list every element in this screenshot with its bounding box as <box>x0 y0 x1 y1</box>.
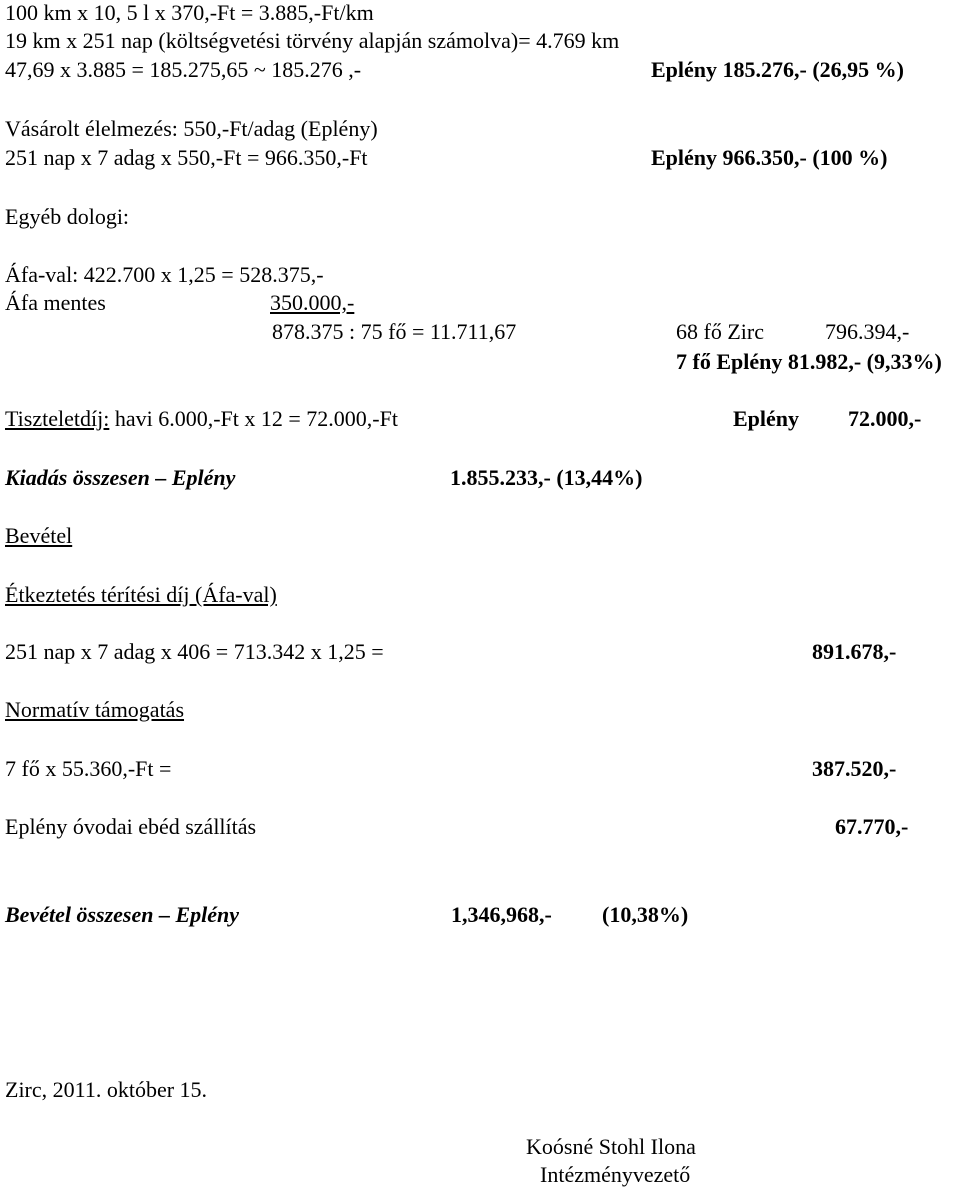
lunch-transport-amount: 67.770,- <box>835 814 909 839</box>
travel-result-text: Eplény 185.276,- (26,95 %) <box>651 57 904 82</box>
travel-line-3: 47,69 x 3.885 = 185.275,65 ~ 185.276 ,- <box>5 57 362 82</box>
honorarium-amount: 72.000,- <box>848 406 922 431</box>
signatory-name: Koósné Stohl Ilona <box>526 1134 696 1159</box>
zirc-label: 68 fő Zirc <box>676 319 764 344</box>
normative-amount: 387.520,- <box>812 756 897 781</box>
fee-amount: 891.678,- <box>812 639 897 664</box>
expense-total-label: Kiadás összesen – Eplény <box>5 465 236 490</box>
catering-calc: 251 nap x 7 adag x 550,-Ft = 966.350,-Ft <box>5 145 368 170</box>
income-heading: Bevétel <box>5 523 73 548</box>
vat-free-amount: 350.000,- <box>270 290 355 315</box>
travel-line-1: 100 km x 10, 5 l x 370,-Ft = 3.885,-Ft/km <box>5 0 374 25</box>
fee-heading: Étkeztetés térítési díj (Áfa-val) <box>5 582 277 607</box>
vat-free-label: Áfa mentes <box>5 290 106 315</box>
honorarium-line <box>5 406 398 432</box>
lunch-transport-label: Eplény óvodai ebéd szállítás <box>5 814 257 839</box>
income-total-percent: (10,38%) <box>602 902 689 927</box>
income-total-label: Bevétel összesen – Eplény <box>5 902 240 927</box>
normative-calc: 7 fő x 55.360,-Ft = <box>5 756 172 781</box>
income-total-amount: 1,346,968,- <box>451 902 552 927</box>
signatory-title: Intézményvezető <box>540 1162 691 1187</box>
other-total-line: 878.375 : 75 fő = 11.711,67 <box>272 319 517 344</box>
honorarium-place: Eplény <box>733 406 800 431</box>
catering-result: Eplény 966.350,- (100 %) <box>651 145 888 170</box>
normative-heading: Normatív támogatás <box>5 697 185 722</box>
eplény-share: 7 fő Eplény 81.982,- (9,33%) <box>676 349 942 374</box>
vat-line: Áfa-val: 422.700 x 1,25 = 528.375,- <box>5 262 324 287</box>
place-date: Zirc, 2011. október 15. <box>5 1077 208 1102</box>
catering-heading: Vásárolt élelmezés: 550,-Ft/adag (Eplény) <box>5 116 378 141</box>
travel-result <box>651 57 904 83</box>
honorarium-label: Tiszteletdíj: <box>5 406 110 431</box>
honorarium-calc: havi 6.000,-Ft x 12 = 72.000,-Ft <box>109 406 398 431</box>
zirc-amount: 796.394,- <box>825 319 910 344</box>
other-heading: Egyéb dologi: <box>5 204 130 229</box>
travel-line-2: 19 km x 251 nap (költségvetési törvény alapján számolva)= 4.769 km <box>5 28 620 53</box>
expense-total-amount: 1.855.233,- (13,44%) <box>450 465 643 490</box>
fee-calc: 251 nap x 7 adag x 406 = 713.342 x 1,25 = <box>5 639 384 664</box>
